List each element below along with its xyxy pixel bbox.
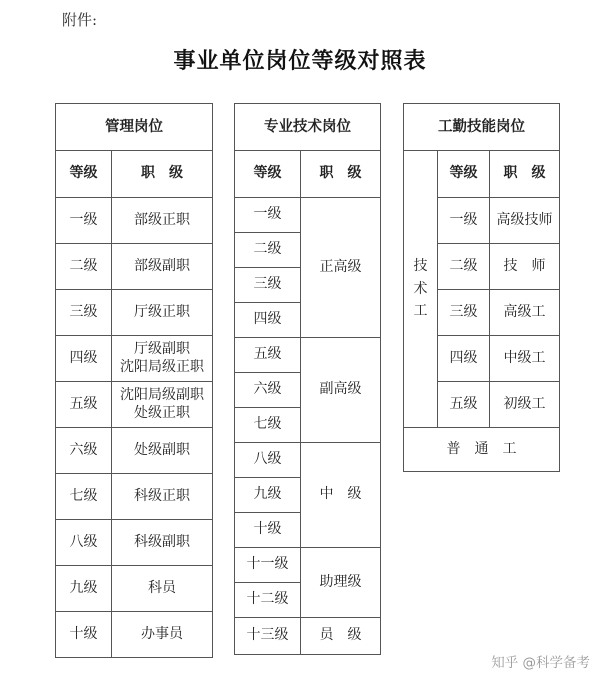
rank-cell: 科员 — [112, 566, 213, 612]
professional-col-grade: 等级 — [235, 151, 301, 198]
table-row — [56, 290, 213, 336]
grade-cell: 三级 — [438, 290, 490, 336]
grade-cell: 三级 — [56, 290, 112, 336]
table-row — [235, 338, 381, 373]
rank-cell: 初级工 — [490, 382, 560, 428]
grade-cell: 七级 — [235, 408, 301, 443]
rank-line-2: 处级正职 — [134, 404, 190, 421]
grade-cell: 一级 — [235, 198, 301, 233]
grade-cell: 七级 — [56, 474, 112, 520]
rank-cell: 科级正职 — [112, 474, 213, 520]
rank-cell: 办事员 — [112, 612, 213, 658]
grade-cell: 四级 — [438, 336, 490, 382]
grade-cell: 四级 — [235, 303, 301, 338]
table-row — [56, 612, 213, 658]
attachment-label: 附件: — [62, 11, 98, 29]
grade-cell: 三级 — [235, 268, 301, 303]
grade-cell: 十二级 — [235, 583, 301, 618]
worker-col-grade: 等级 — [438, 151, 490, 198]
rank-cell: 科级副职 — [112, 520, 213, 566]
rank-cell: 厅级正职 — [112, 290, 213, 336]
grade-cell: 八级 — [235, 443, 301, 478]
rank-cell: 员 级 — [301, 618, 381, 655]
grade-cell: 二级 — [56, 244, 112, 290]
professional-header: 专业技术岗位 — [235, 104, 381, 151]
professional-col-rank: 职 级 — [301, 151, 381, 198]
grade-cell: 十一级 — [235, 548, 301, 583]
rank-cell: 技 师 — [490, 244, 560, 290]
rank-cell: 正高级 — [301, 198, 381, 338]
grade-cell: 四级 — [56, 336, 112, 382]
category-char: 术 — [413, 280, 428, 297]
table-row — [56, 336, 213, 382]
grade-cell: 十级 — [56, 612, 112, 658]
table-row — [56, 474, 213, 520]
rank-cell: 中 级 — [301, 443, 381, 548]
worker-header: 工勤技能岗位 — [404, 104, 560, 151]
rank-cell: 高级工 — [490, 290, 560, 336]
rank-line-2: 沈阳局级正职 — [120, 358, 204, 375]
worker-table — [403, 103, 560, 472]
rank-cell: 助理级 — [301, 548, 381, 618]
table-row — [56, 198, 213, 244]
rank-line-1: 沈阳局级副职 — [120, 387, 204, 403]
grade-cell: 五级 — [56, 382, 112, 428]
rank-cell: 高级技师 — [490, 198, 560, 244]
rank-cell — [112, 382, 213, 428]
grade-cell: 六级 — [56, 428, 112, 474]
table-row — [235, 443, 381, 478]
page-title: 事业单位岗位等级对照表 — [173, 48, 427, 74]
table-row — [404, 428, 560, 472]
grade-cell: 二级 — [235, 233, 301, 268]
table-row — [235, 618, 381, 655]
worker-col-rank: 职 级 — [490, 151, 560, 198]
general-worker-cell: 普 通 工 — [404, 428, 560, 472]
grade-cell: 九级 — [56, 566, 112, 612]
table-row — [56, 428, 213, 474]
professional-table — [234, 103, 381, 655]
grade-cell: 八级 — [56, 520, 112, 566]
category-char: 技 — [413, 258, 428, 275]
grade-cell: 五级 — [235, 338, 301, 373]
grade-cell: 六级 — [235, 373, 301, 408]
category-char: 工 — [413, 303, 428, 320]
table-row — [56, 382, 213, 428]
table-row — [56, 520, 213, 566]
grade-cell: 十级 — [235, 513, 301, 548]
table-row — [56, 244, 213, 290]
rank-cell: 处级副职 — [112, 428, 213, 474]
grade-cell: 五级 — [438, 382, 490, 428]
grade-cell: 一级 — [56, 198, 112, 244]
management-col-grade: 等级 — [56, 151, 112, 198]
grade-cell: 十三级 — [235, 618, 301, 655]
management-table — [55, 103, 213, 658]
table-row — [235, 548, 381, 583]
watermark: 知乎 @科学备考 — [491, 655, 590, 671]
rank-cell: 部级正职 — [112, 198, 213, 244]
table-row — [56, 566, 213, 612]
rank-cell: 中级工 — [490, 336, 560, 382]
grade-cell: 一级 — [438, 198, 490, 244]
rank-cell: 部级副职 — [112, 244, 213, 290]
grade-cell: 九级 — [235, 478, 301, 513]
management-header: 管理岗位 — [56, 104, 213, 151]
table-row — [235, 198, 381, 233]
grade-cell: 二级 — [438, 244, 490, 290]
rank-cell — [112, 336, 213, 382]
management-col-rank: 职 级 — [112, 151, 213, 198]
worker-category-cell — [404, 151, 438, 428]
rank-line-1: 厅级副职 — [134, 341, 190, 357]
rank-cell: 副高级 — [301, 338, 381, 443]
